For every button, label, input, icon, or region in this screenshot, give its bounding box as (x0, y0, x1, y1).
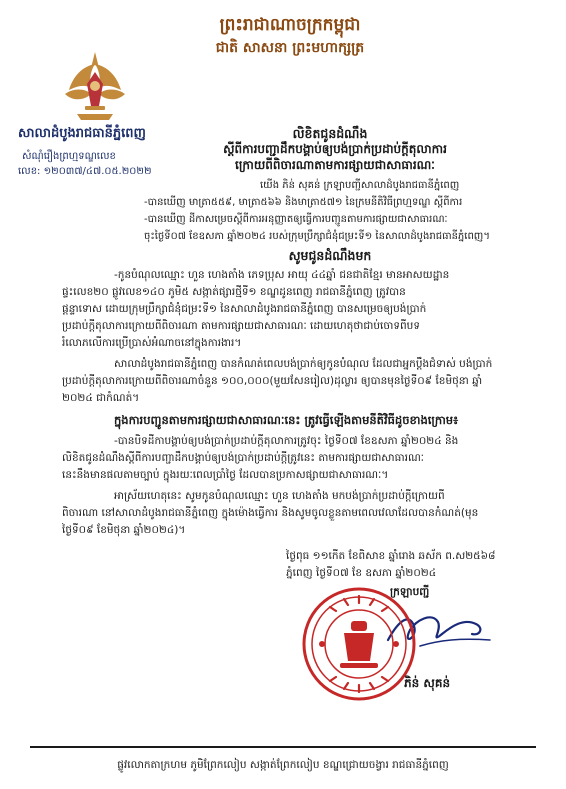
national-motto: ជាតិ សាសនា ព្រះមហាក្សត្រ (215, 40, 365, 56)
paragraph-payment-line-1: សាលាដំបូងរាជធានីភ្នំពេញ បានកំណត់ពេលបង់ប្រាក់ឲ្យកូនបំណុល ដែលជាអ្នកប្ដឹងជំទាស់ បង់ប្រាក់ (114, 358, 493, 370)
footer-divider (30, 746, 536, 748)
official-court-stamp (300, 585, 418, 703)
letter-subject-line-1: ស្តីពីការបញ្ជាដឹកបង្គាប់ឲ្យបង់ប្រាក់ប្រដាប់ក្តីតុលាការ (223, 142, 447, 156)
signer-name: ភិន់ សុគន់ (404, 676, 451, 690)
section-heading: ក្នុងការបញ្ជូនតាមការផ្សាយជាសាធារណៈនេះ ត្រូវធ្វើឡើងតាមនីតិវិធីដូចខាងក្រោម៖ (114, 413, 459, 427)
case-number: លេខ: ១២០៣៧/៤៧.០៥.២០២២ (18, 166, 152, 177)
court-name: សាលាដំបូងរាជធានីភ្នំពេញ (18, 126, 146, 141)
paragraph-procedure-line-3: នេះនឹងមានផលតាមច្បាប់ ក្នុងរយៈពេលប្រាំថ្ងៃ ដែលបានប្រកាសផ្សាយជាសាធារណៈ។ (62, 469, 389, 481)
paragraph-debtor-line-5: រំលោភលើការប្រើប្រាស់អំណាចនៅក្នុងការងារ។ (62, 337, 242, 349)
letter-from: យើង ភិន់ សុគន់ ក្រឡាបញ្ជីសាលាដំបូងរាជធានីភ្នំពេញ (260, 180, 460, 191)
lunar-date: ថ្ងៃពុធ ១១កើត ខែពិសាខ ឆ្នាំរោង ឆស័ក ព.ស២៥៦៨ (286, 550, 496, 562)
legal-reference-2: -បានឃើញ ដីកាសម្រេចស្តីពីការអនុញ្ញាតឲ្យធ្វើការបញ្ជូនតាមការផ្សាយជាសាធារណៈ (144, 214, 448, 225)
signer-title: ក្រឡាបញ្ជី (390, 586, 430, 598)
case-file-label: សំណុំរឿងព្រហ្មទណ្ឌលេខ (22, 151, 116, 162)
paragraph-payment-line-3: ២០២៤ ជាកំណត់។ (62, 392, 140, 404)
paragraph-request-line-3: ថ្ងៃទី០៩ ខែមិថុនា ឆ្នាំ២០២៤)។ (62, 524, 186, 536)
letter-subject-line-2: ក្រោយពីពិចារណាតាមការផ្សាយជាសាធារណៈ (235, 158, 435, 172)
paragraph-request-line-1: អាស្រ័យហេតុនេះ សូមកូនបំណុលឈ្មោះ ហួន ហេងតាំង មកបង់ប្រាក់ប្រដាប់ក្តីក្រោយពី (114, 490, 445, 502)
solar-date: ភ្នំពេញ ថ្ងៃទី០៧ ខែ ឧសភា ឆ្នាំ២០២៤ (286, 567, 437, 579)
paragraph-procedure-line-1: -បានបិទដីកាបង្គាប់ឲ្យបង់ប្រាក់ប្រដាប់ក្តីតុលាការត្រូវចុះ ថ្ងៃទី០៧ ខែឧសភា ឆ្នាំ២០២៤ និង (114, 435, 459, 447)
paragraph-debtor-line-3: ផ្តន្ទាទោស ដោយក្រុមប្រឹក្សាជំនុំជម្រះទី១ នៃសាលាដំបូងរាជធានីភ្នំពេញ បានសម្រេចឲ្យបង់ប្រាក់ (62, 303, 427, 315)
legal-reference-1: -បានឃើញ មាត្រា៥៥៩, មាត្រា៥៦៦ និងមាត្រា៥៧១ នៃក្រមនីតិវិធីព្រហ្មទណ្ឌ ស្តីពីការ (144, 197, 463, 208)
court-emblem-logo (55, 48, 135, 126)
footer-address: ផ្លូវលោកតាក្រហម ភូមិព្រែកលៀប សង្កាត់ព្រែកលៀប ខណ្ឌជ្រោយចង្វារ រាជធានីភ្នំពេញ (117, 759, 449, 771)
paragraph-debtor-line-4: ប្រដាប់ក្តីតុលាការក្រោយពីពិចារណា តាមការផ្សាយជាសាធារណៈ ដោយហេតុថាជាប់ចោទពីបទ (62, 320, 420, 332)
paragraph-procedure-line-2: លិខិតជូនដំណឹងស្តីពីការបញ្ជាដឹកបង្គាប់ឲ្យបង់ប្រាក់ប្រដាប់ក្តីត្រូវនេះ តាមការផ្សាយជាសាធារណៈ (62, 452, 424, 464)
paragraph-debtor-line-2: ផ្ទះលេខ២០ ផ្លូវលេខ១៤០ ភូមិ៥ សង្កាត់ផ្សារថ្មីទី១ ខណ្ឌដូនពេញ រាជធានីភ្នំពេញ ត្រូវបាន (62, 286, 406, 298)
paragraph-request-line-2: ពិចារណា នៅសាលាដំបូងរាជធានីភ្នំពេញ ក្នុងម៉ោងធ្វើការ និងសូមចូលខ្លួនតាមពេលវេលាដែលបានកំណត់(មុន (62, 507, 479, 519)
letter-title: លិខិតជូនដំណឹង (292, 126, 368, 141)
salutation: សូមជូនដំណឹងមក (288, 248, 372, 263)
legal-reference-3: ចុះថ្ងៃទី០៧ ខែឧសភា ឆ្នាំ២០២៤ របស់ក្រុមប្រឹក្សាជំនុំជម្រះទី១ នៃសាលាដំបូងរាជធានីភ្នំពេញ។ (144, 231, 490, 242)
paragraph-payment-line-2: ប្រដាប់ក្តីតុលាការក្រោយពីពិចារណាចំនួន ១០០,០០០(មួយសែនរៀល)ដុល្លារ ឲ្យបានមុនថ្ងៃទី០៩ ខែមិថុនា ឆ្នាំ (62, 375, 483, 387)
kingdom-title: ព្រះរាជាណាចក្រកម្ពុជា (219, 15, 361, 35)
paragraph-debtor-line-1: -កូនបំណុលឈ្មោះ ហួន ហេងតាំង ភេទប្រុស អាយុ ៤៤ឆ្នាំ ជនជាតិខ្មែរ មានអាសយដ្ឋាន (114, 269, 450, 281)
